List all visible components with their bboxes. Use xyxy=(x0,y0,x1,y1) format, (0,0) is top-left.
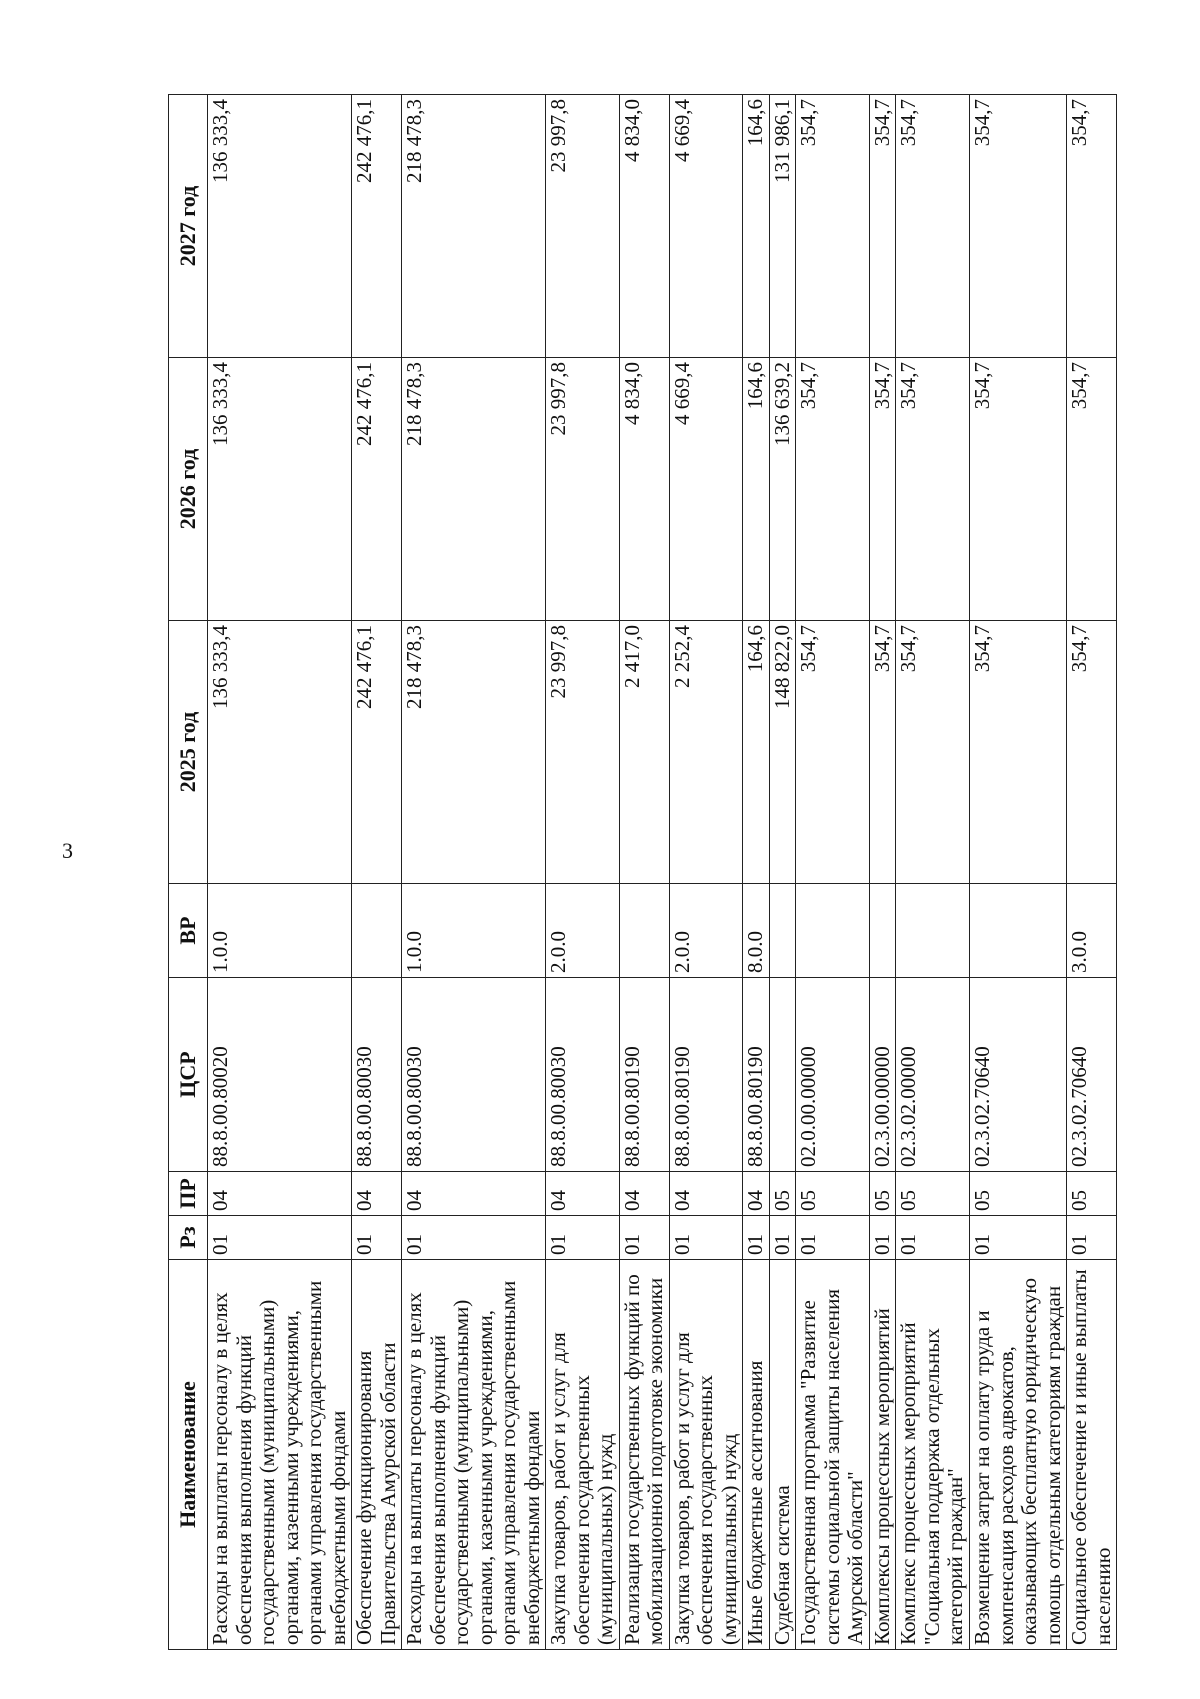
header-csr: ЦСР xyxy=(169,978,208,1172)
cell-rz: 01 xyxy=(546,1216,620,1260)
cell-name: Комплексы процессных мероприятий xyxy=(869,1260,896,1650)
cell-name: Социальное обеспечение и иные выплаты населению xyxy=(1067,1260,1117,1650)
cell-vr xyxy=(796,884,870,978)
cell-pr: 05 xyxy=(896,1172,970,1216)
cell-csr: 02.0.00.00000 xyxy=(796,978,870,1172)
cell-csr: 02.3.02.70640 xyxy=(969,978,1066,1172)
cell-2027: 23 997,8 xyxy=(546,95,620,358)
cell-2027: 131 986,1 xyxy=(769,95,796,358)
cell-csr: 88.8.00.80190 xyxy=(669,978,743,1172)
table-row xyxy=(743,95,770,1650)
cell-2025: 23 997,8 xyxy=(546,621,620,884)
cell-vr: 1.0.0 xyxy=(208,884,352,978)
cell-csr: 02.3.02.70640 xyxy=(1067,978,1117,1172)
cell-rz: 01 xyxy=(352,1216,402,1260)
cell-pr: 04 xyxy=(743,1172,770,1216)
cell-rz: 01 xyxy=(743,1216,770,1260)
rotated-table-container xyxy=(168,95,1115,1650)
cell-2027: 354,7 xyxy=(869,95,896,358)
cell-2027: 354,7 xyxy=(796,95,870,358)
cell-2026: 354,7 xyxy=(1067,358,1117,621)
cell-vr xyxy=(619,884,669,978)
cell-2026: 218 478,3 xyxy=(402,358,546,621)
cell-pr: 04 xyxy=(208,1172,352,1216)
table-row xyxy=(869,95,896,1650)
cell-pr: 05 xyxy=(1067,1172,1117,1216)
cell-vr: 8.0.0 xyxy=(743,884,770,978)
table-row xyxy=(402,95,546,1650)
cell-2025: 218 478,3 xyxy=(402,621,546,884)
cell-2027: 4 834,0 xyxy=(619,95,669,358)
cell-2026: 164,6 xyxy=(743,358,770,621)
budget-table xyxy=(168,94,1117,1650)
cell-2027: 136 333,4 xyxy=(208,95,352,358)
cell-vr xyxy=(769,884,796,978)
cell-rz: 01 xyxy=(769,1216,796,1260)
cell-2026: 354,7 xyxy=(869,358,896,621)
cell-pr: 05 xyxy=(769,1172,796,1216)
header-vr: ВР xyxy=(169,884,208,978)
header-2025: 2025 год xyxy=(169,621,208,884)
cell-name: Возмещение затрат на оплату труда и компенсация расходов адвокатов, оказывающих бесплатную юридическую помощь отдельным категориям граждан xyxy=(969,1260,1066,1650)
cell-csr xyxy=(769,978,796,1172)
header-name: Наименование xyxy=(169,1260,208,1650)
table-row xyxy=(546,95,620,1650)
cell-name: Иные бюджетные ассигнования xyxy=(743,1260,770,1650)
cell-2026: 354,7 xyxy=(969,358,1066,621)
cell-2027: 354,7 xyxy=(1067,95,1117,358)
cell-name: Обеспечение функционирования Правительства Амурской области xyxy=(352,1260,402,1650)
cell-2025: 354,7 xyxy=(969,621,1066,884)
cell-vr: 3.0.0 xyxy=(1067,884,1117,978)
cell-2025: 242 476,1 xyxy=(352,621,402,884)
cell-2025: 354,7 xyxy=(896,621,970,884)
cell-2027: 164,6 xyxy=(743,95,770,358)
cell-pr: 04 xyxy=(619,1172,669,1216)
cell-2025: 2 252,4 xyxy=(669,621,743,884)
cell-rz: 01 xyxy=(969,1216,1066,1260)
cell-pr: 04 xyxy=(352,1172,402,1216)
table-row xyxy=(896,95,970,1650)
cell-vr: 1.0.0 xyxy=(402,884,546,978)
cell-name: Реализация государственных функций по мобилизационной подготовке экономики xyxy=(619,1260,669,1650)
cell-pr: 04 xyxy=(546,1172,620,1216)
cell-2026: 23 997,8 xyxy=(546,358,620,621)
table-row xyxy=(352,95,402,1650)
cell-name: Судебная система xyxy=(769,1260,796,1650)
cell-vr xyxy=(969,884,1066,978)
cell-2027: 218 478,3 xyxy=(402,95,546,358)
cell-csr: 02.3.02.00000 xyxy=(896,978,970,1172)
cell-2025: 354,7 xyxy=(796,621,870,884)
cell-vr xyxy=(869,884,896,978)
cell-pr: 05 xyxy=(869,1172,896,1216)
cell-2026: 4 834,0 xyxy=(619,358,669,621)
cell-name: Расходы на выплаты персоналу в целях обеспечения выполнения функций государственными (муниципальными) органами, казенными учреждениями, органами управления государственными внебюджетными фондами xyxy=(402,1260,546,1650)
cell-name: Государственная программа "Развитие системы социальной защиты населения Амурской области" xyxy=(796,1260,870,1650)
cell-rz: 01 xyxy=(896,1216,970,1260)
cell-pr: 04 xyxy=(669,1172,743,1216)
cell-2025: 354,7 xyxy=(1067,621,1117,884)
cell-2027: 4 669,4 xyxy=(669,95,743,358)
cell-rz: 01 xyxy=(402,1216,546,1260)
cell-2026: 4 669,4 xyxy=(669,358,743,621)
cell-csr: 88.8.00.80190 xyxy=(619,978,669,1172)
page-number: 3 xyxy=(62,838,73,863)
cell-pr: 05 xyxy=(969,1172,1066,1216)
cell-csr: 88.8.00.80030 xyxy=(546,978,620,1172)
cell-2026: 242 476,1 xyxy=(352,358,402,621)
cell-csr: 88.8.00.80030 xyxy=(352,978,402,1172)
cell-vr: 2.0.0 xyxy=(669,884,743,978)
cell-rz: 01 xyxy=(1067,1216,1117,1260)
cell-2026: 136 639,2 xyxy=(769,358,796,621)
cell-2027: 354,7 xyxy=(969,95,1066,358)
cell-2026: 354,7 xyxy=(796,358,870,621)
cell-pr: 04 xyxy=(402,1172,546,1216)
table-row xyxy=(619,95,669,1650)
table-row xyxy=(969,95,1066,1650)
table-row xyxy=(1067,95,1117,1650)
cell-rz: 01 xyxy=(669,1216,743,1260)
cell-2025: 354,7 xyxy=(869,621,896,884)
cell-csr: 88.8.00.80190 xyxy=(743,978,770,1172)
cell-rz: 01 xyxy=(796,1216,870,1260)
cell-2025: 136 333,4 xyxy=(208,621,352,884)
cell-vr: 2.0.0 xyxy=(546,884,620,978)
table-row xyxy=(796,95,870,1650)
cell-2025: 148 822,0 xyxy=(769,621,796,884)
cell-name: Комплекс процессных мероприятий "Социальная поддержка отдельных категорий граждан" xyxy=(896,1260,970,1650)
cell-rz: 01 xyxy=(619,1216,669,1260)
cell-2025: 164,6 xyxy=(743,621,770,884)
table-row xyxy=(669,95,743,1650)
cell-name: Расходы на выплаты персоналу в целях обеспечения выполнения функций государственными (муниципальными) органами, казенными учреждениями, органами управления государственными внебюджетными фондами xyxy=(208,1260,352,1650)
cell-2026: 136 333,4 xyxy=(208,358,352,621)
cell-csr: 02.3.00.00000 xyxy=(869,978,896,1172)
cell-csr: 88.8.00.80030 xyxy=(402,978,546,1172)
header-2027: 2027 год xyxy=(169,95,208,358)
cell-name: Закупка товаров, работ и услуг для обеспечения государственных (муниципальных) нужд xyxy=(669,1260,743,1650)
header-rz: Рз xyxy=(169,1216,208,1260)
table-row xyxy=(769,95,796,1650)
cell-2026: 354,7 xyxy=(896,358,970,621)
cell-rz: 01 xyxy=(869,1216,896,1260)
cell-2025: 2 417,0 xyxy=(619,621,669,884)
cell-pr: 05 xyxy=(796,1172,870,1216)
header-2026: 2026 год xyxy=(169,358,208,621)
cell-rz: 01 xyxy=(208,1216,352,1260)
cell-2027: 242 476,1 xyxy=(352,95,402,358)
cell-csr: 88.8.00.80020 xyxy=(208,978,352,1172)
cell-2027: 354,7 xyxy=(896,95,970,358)
cell-name: Закупка товаров, работ и услуг для обеспечения государственных (муниципальных) нужд xyxy=(546,1260,620,1650)
header-pr: ПР xyxy=(169,1172,208,1216)
cell-vr xyxy=(896,884,970,978)
table-row xyxy=(208,95,352,1650)
table-header-row xyxy=(169,95,208,1650)
cell-vr xyxy=(352,884,402,978)
